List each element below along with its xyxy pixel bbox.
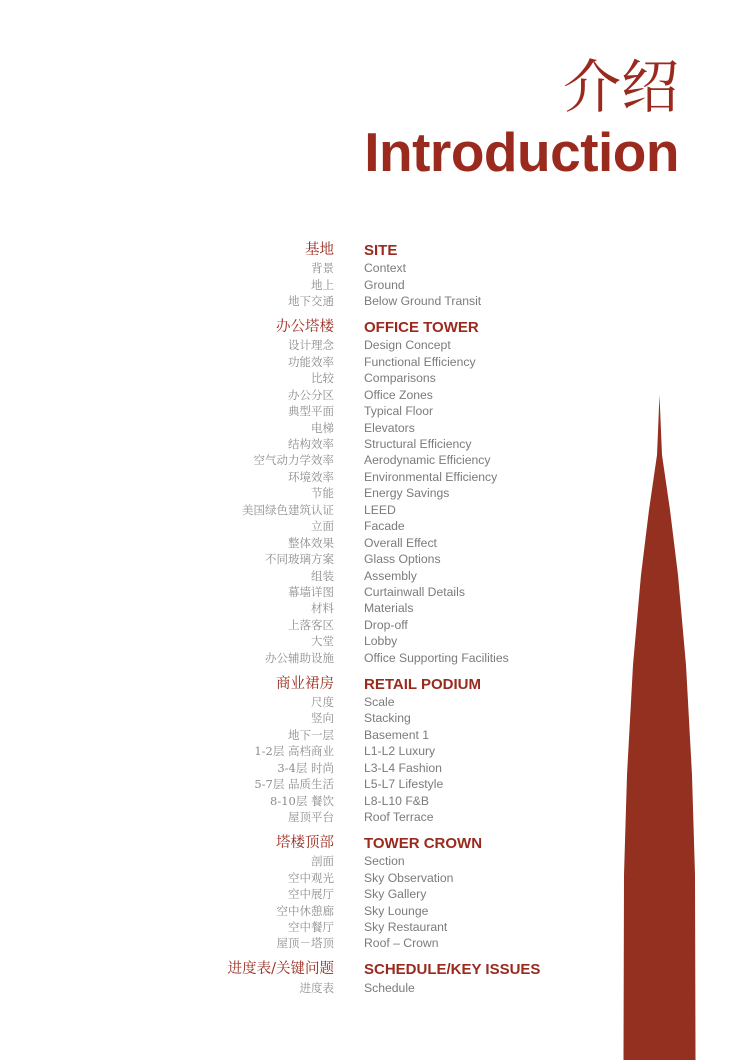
toc-item-en: Sky Gallery [364, 887, 427, 902]
toc-item-cn: 空中观光 [288, 870, 334, 885]
toc-item-cn: 环境效率 [288, 469, 334, 484]
toc-item-en: Materials [364, 601, 414, 616]
toc-item-en: Scale [364, 694, 395, 709]
toc-item-cn: 节能 [311, 486, 334, 501]
toc-item-cn: 美国绿色建筑认证 [242, 502, 334, 517]
section-heading-en: TOWER CROWN [364, 834, 483, 852]
toc-item-cn: 结构效率 [288, 437, 334, 452]
toc-item [0, 337, 749, 353]
toc-item-cn: 屋顶－塔顶 [276, 936, 334, 951]
toc-item-cn: 地下一层 [288, 727, 334, 742]
toc-item-cn: 大堂 [311, 634, 334, 649]
toc-item-en: Sky Restaurant [364, 920, 448, 934]
toc-item-en: Drop-off [364, 617, 408, 632]
toc-item-en: Section [364, 854, 405, 869]
toc-item-en: Environmental Efficiency [364, 469, 498, 484]
section-heading-cn: 基地 [305, 242, 334, 258]
toc-item-en: L1-L2 Luxury [364, 744, 436, 759]
toc-item-cn: 竖向 [311, 711, 334, 726]
toc-item-en: Office Zones [364, 387, 433, 402]
toc-item-en: Overall Effect [364, 535, 437, 550]
toc-item-en: Glass Options [364, 552, 441, 567]
toc-item-en: Office Supporting Facilities [364, 650, 509, 665]
toc-item [0, 277, 749, 293]
toc-item-cn: 地下交通 [288, 294, 334, 309]
toc-item-en: L3-L4 Fashion [364, 760, 442, 775]
toc-item-en: LEED [364, 502, 396, 517]
toc-item-cn: 电梯 [311, 420, 334, 435]
toc-item-cn: 组装 [311, 568, 334, 583]
tower-silhouette-icon [620, 395, 700, 1060]
section-heading-cn: 办公塔楼 [276, 319, 334, 336]
toc-item-en: Below Ground Transit [364, 294, 482, 309]
toc-item-en: Roof Terrace [364, 810, 434, 825]
toc-item-en: Assembly [364, 568, 417, 583]
toc-item-en: Basement 1 [364, 727, 430, 742]
toc-item-cn: 背景 [311, 261, 334, 276]
toc-item-cn: 空中餐厅 [288, 920, 334, 934]
section-heading [0, 318, 749, 337]
toc-item-cn: 比较 [311, 371, 334, 386]
toc-item-en: Stacking [364, 711, 411, 726]
toc-item-cn: 地上 [311, 277, 334, 292]
toc-item-en: Sky Lounge [364, 903, 429, 918]
toc-item-cn: 空中展厅 [288, 887, 334, 902]
section-heading-cn: 塔楼顶部 [276, 834, 334, 851]
toc-item-en: Energy Savings [364, 486, 450, 501]
section-heading-en: SCHEDULE/KEY ISSUES [364, 961, 541, 979]
toc-item-cn: 办公分区 [288, 387, 334, 402]
section-heading-cn: 商业裙房 [276, 675, 334, 692]
toc-item [0, 354, 749, 370]
toc-item-cn: 进度表 [299, 980, 334, 995]
toc-item-en: Ground [364, 277, 405, 292]
toc-item [0, 260, 749, 276]
toc-item-cn: 5-7层 品质生活 [254, 777, 334, 792]
toc-item-en: Aerodynamic Efficiency [364, 453, 491, 468]
toc-item-cn: 设计理念 [288, 338, 334, 353]
toc-item-en: Structural Efficiency [364, 437, 472, 452]
toc-item-cn: 尺度 [311, 694, 334, 709]
toc-item-en: L5-L7 Lifestyle [364, 777, 444, 792]
toc-item-en: L8-L10 F&B [364, 793, 430, 808]
toc-item-cn: 1-2层 高档商业 [254, 744, 334, 759]
toc-item-en: Design Concept [364, 338, 451, 353]
toc-item-en: Context [364, 261, 407, 276]
toc-item-cn: 空中休憩廊 [276, 903, 334, 918]
toc-item-cn: 空气动力学效率 [253, 453, 334, 468]
toc-item-en: Schedule [364, 980, 415, 995]
toc-item-en: Typical Floor [364, 404, 434, 419]
toc-item [0, 370, 749, 386]
toc-item-en: Comparisons [364, 371, 436, 386]
toc-item-cn: 8-10层 餐饮 [270, 793, 334, 808]
section-heading [0, 241, 749, 260]
toc-item [0, 293, 749, 309]
toc-item-en: Sky Observation [364, 870, 454, 885]
toc-item-cn: 办公辅助设施 [265, 650, 334, 665]
tower-shape [624, 395, 696, 1060]
toc-item-en: Roof – Crown [364, 936, 439, 951]
section-heading-en: OFFICE TOWER [364, 319, 479, 337]
toc-item-en: Curtainwall Details [364, 584, 465, 599]
toc-item-cn: 立面 [311, 519, 334, 534]
section-heading-en: SITE [364, 242, 398, 259]
toc-item-cn: 功能效率 [288, 354, 334, 369]
toc-item-en: Facade [364, 519, 405, 534]
toc-item-en: Elevators [364, 420, 415, 435]
toc-item-en: Lobby [364, 634, 398, 649]
toc-item-cn: 整体效果 [288, 535, 334, 550]
toc-item-cn: 不同玻璃方案 [265, 552, 334, 567]
toc-item-cn: 上落客区 [288, 617, 334, 632]
page-title-en: Introduction [364, 121, 679, 183]
toc-item-cn: 幕墙详图 [288, 584, 334, 599]
section-heading-cn: 进度表/关键问题 [227, 961, 334, 978]
toc-section [0, 241, 749, 310]
toc-item-en: Functional Efficiency [364, 354, 476, 369]
toc-item-cn: 剖面 [311, 854, 334, 869]
page-title-cn: 介绍 [562, 53, 679, 121]
toc-item-cn: 典型平面 [288, 404, 334, 419]
toc-item-cn: 材料 [311, 601, 334, 616]
toc-item-cn: 3-4层 时尚 [277, 760, 334, 775]
section-heading-en: RETAIL PODIUM [364, 675, 481, 693]
toc-item-cn: 屋顶平台 [288, 810, 334, 825]
